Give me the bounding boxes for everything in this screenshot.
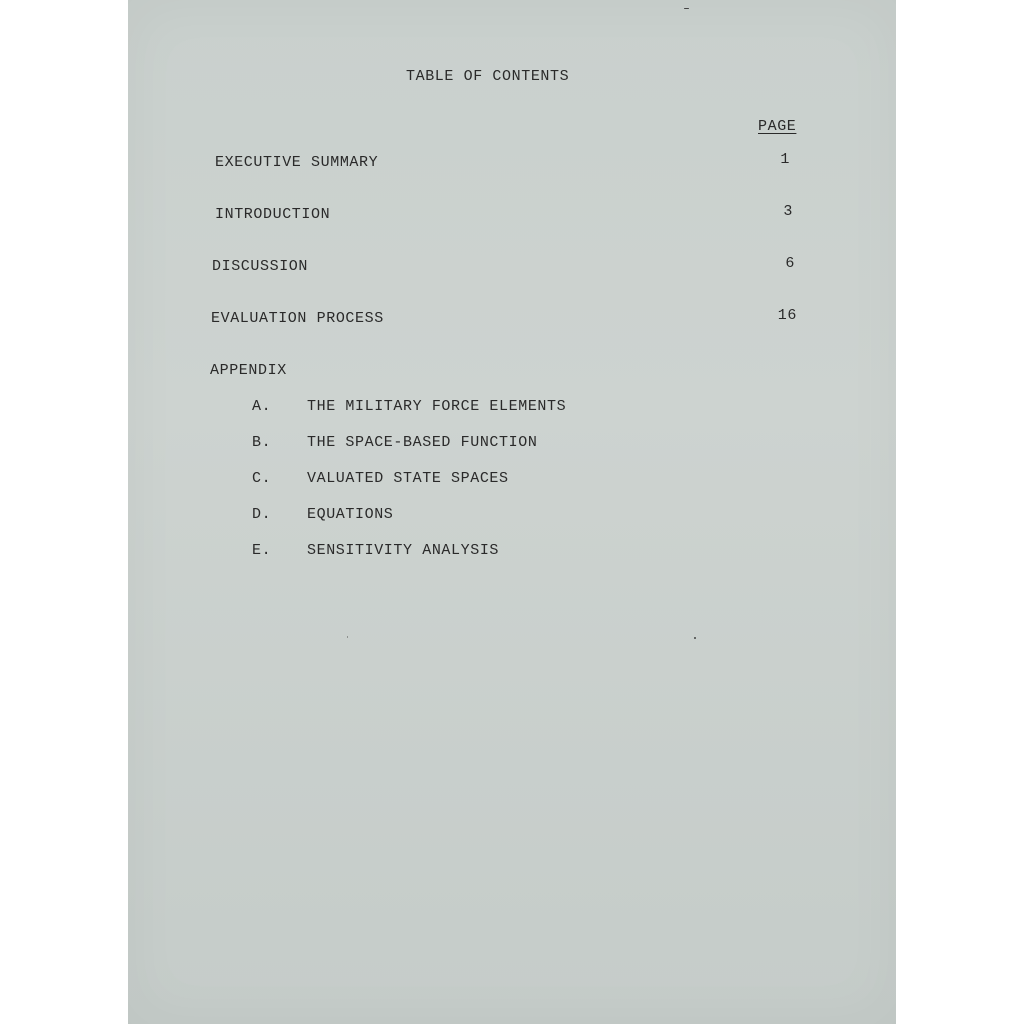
appendix-title: THE SPACE-BASED FUNCTION	[307, 434, 538, 451]
toc-entry-label: EVALUATION PROCESS	[211, 310, 384, 327]
appendix-title: EQUATIONS	[307, 506, 394, 523]
appendix-letter: D.	[252, 506, 272, 523]
appendix-letter: B.	[252, 434, 272, 451]
paper-speck	[684, 8, 689, 9]
toc-entry-label: INTRODUCTION	[215, 206, 331, 223]
toc-title: TABLE OF CONTENTS	[406, 68, 570, 85]
appendix-letter: A.	[252, 398, 272, 415]
toc-entry-page: 3	[783, 203, 793, 220]
paper-speck	[694, 637, 696, 639]
appendix-title: SENSITIVITY ANALYSIS	[307, 542, 500, 559]
toc-entry-page: 6	[785, 255, 795, 272]
paper-speck	[347, 636, 348, 638]
toc-entry-page: 16	[777, 307, 797, 324]
page-column-header: PAGE	[758, 118, 797, 135]
toc-entry-label: DISCUSSION	[212, 258, 309, 275]
toc-entry-page: 1	[780, 151, 790, 168]
appendix-letter: C.	[252, 470, 272, 487]
toc-entry-label: EXECUTIVE SUMMARY	[215, 154, 379, 171]
appendix-title: THE MILITARY FORCE ELEMENTS	[307, 398, 567, 415]
appendix-title: VALUATED STATE SPACES	[307, 470, 509, 487]
appendix-heading: APPENDIX	[210, 362, 287, 379]
document-page	[128, 0, 896, 1024]
appendix-letter: E.	[252, 542, 272, 559]
